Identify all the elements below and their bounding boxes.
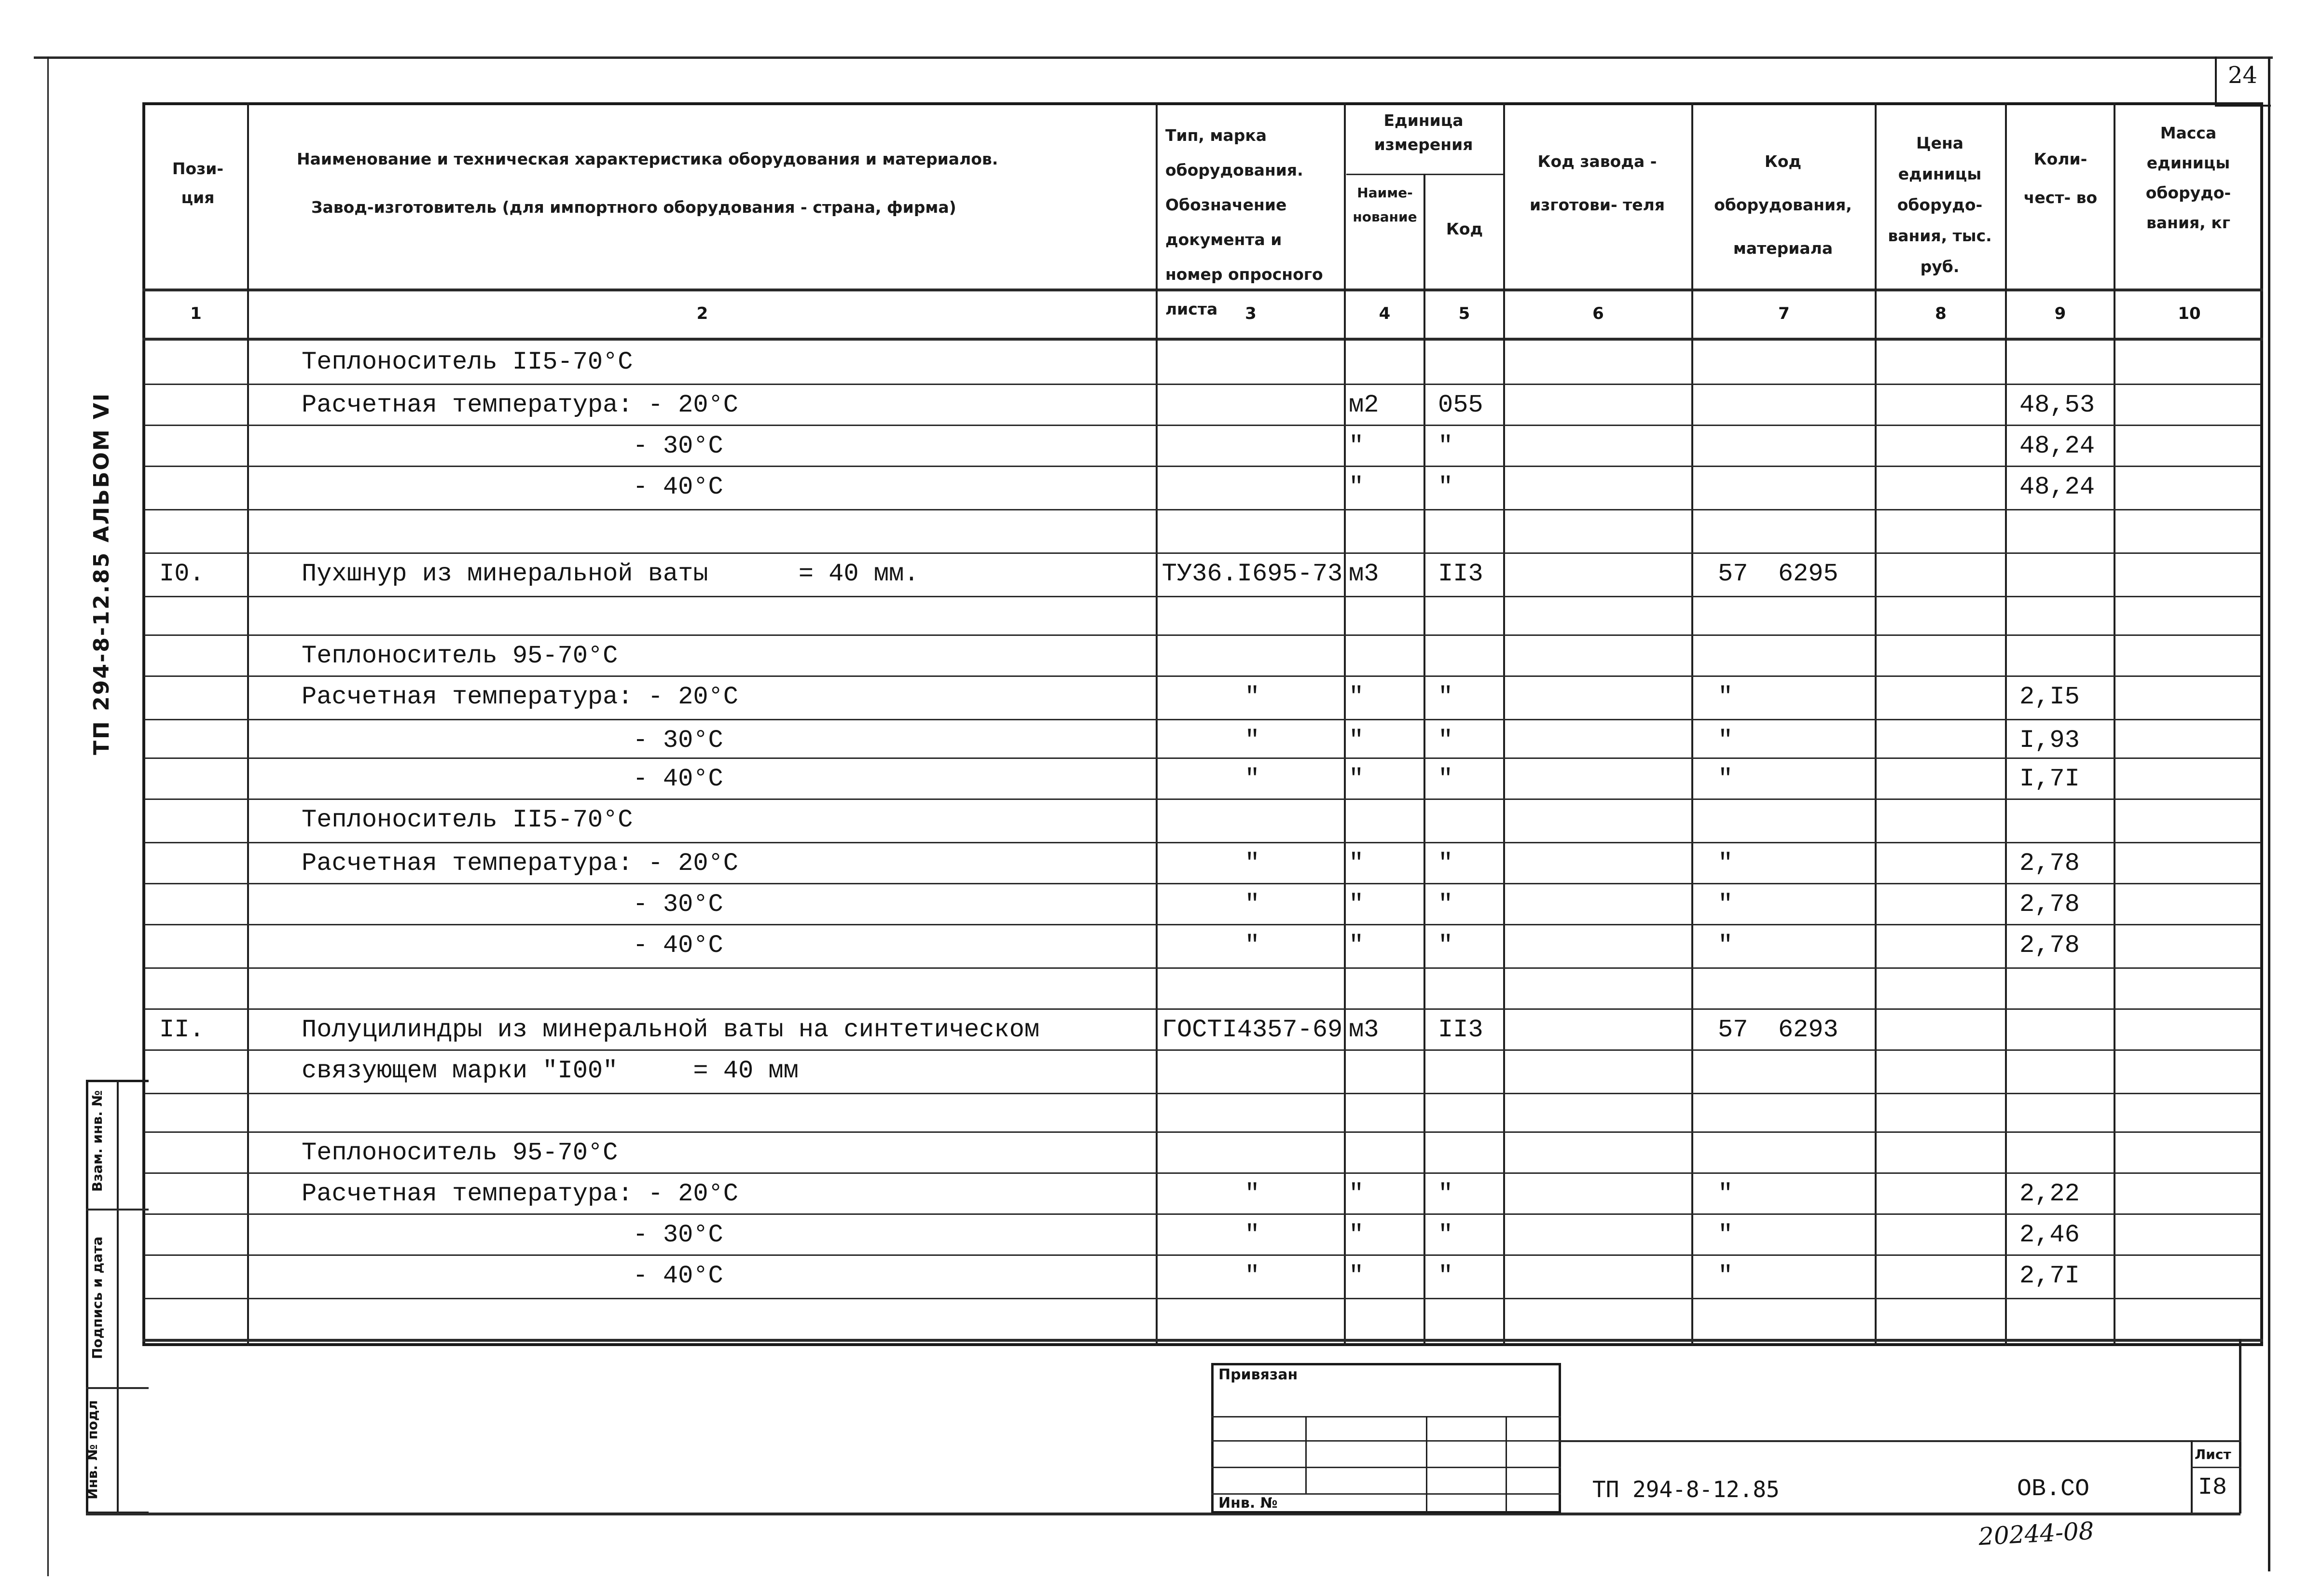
col-sep-8 xyxy=(2005,102,2007,1346)
cell-name: Расчетная температура: - 20°C xyxy=(302,849,738,878)
privyazan-line-1 xyxy=(1211,1416,1561,1417)
row-separator xyxy=(145,967,2261,969)
left-outer-line xyxy=(47,56,49,1576)
row-separator xyxy=(145,1298,2261,1299)
top-border-line xyxy=(34,56,2273,59)
cell-name: Расчетная температура: - 20°C xyxy=(302,683,738,711)
title-block-top-line xyxy=(1561,1440,2241,1442)
cell-unit: " xyxy=(1349,931,1364,960)
cell-unit: " xyxy=(1349,765,1364,793)
cell-mat: " xyxy=(1718,890,1733,919)
cell-name: Теплоноситель II5-70°C xyxy=(302,806,633,834)
cell-name: - 30°C xyxy=(302,1221,723,1249)
header-material-code: Код оборудования, материала xyxy=(1714,152,1852,258)
privyazan-box xyxy=(1211,1363,1561,1513)
cell-doc: " xyxy=(1244,765,1260,793)
sheet-box-left xyxy=(2191,1440,2193,1513)
cell-mat: " xyxy=(1718,849,1733,878)
cell-name: - 30°C xyxy=(302,726,723,755)
doc-mark: ОВ.СО xyxy=(2017,1475,2090,1503)
cell-code: " xyxy=(1438,432,1453,460)
cell-name: - 40°C xyxy=(302,1262,723,1290)
side-stamp-inner-line xyxy=(117,1080,119,1514)
cell-unit: " xyxy=(1349,473,1364,501)
stamp-podpis-label: Подпись и дата xyxy=(89,1236,105,1360)
col-sep-5 xyxy=(1503,102,1505,1346)
cell-unit: " xyxy=(1349,726,1364,755)
colnum-10: 10 xyxy=(2178,304,2201,323)
sheet-label: Лист xyxy=(2195,1446,2231,1462)
cell-unit: м2 xyxy=(1349,391,1379,419)
cell-code: 055 xyxy=(1438,391,1483,419)
col-sep-9 xyxy=(2114,102,2115,1346)
cell-code: " xyxy=(1438,1262,1453,1290)
right-outer-line xyxy=(2268,56,2270,1571)
colnum-9: 9 xyxy=(2054,304,2066,323)
row-separator xyxy=(145,596,2261,597)
cell-code: " xyxy=(1438,849,1453,878)
inv-no-label: Инв. № xyxy=(1218,1495,1278,1512)
privyazan-line-3 xyxy=(1211,1467,1561,1468)
cell-doc: " xyxy=(1244,890,1260,919)
body-bottom-line xyxy=(142,1339,2263,1342)
cell-mat: " xyxy=(1718,726,1733,755)
cell-unit: " xyxy=(1349,683,1364,711)
sheet-box-mid xyxy=(2191,1467,2241,1468)
cell-unit: " xyxy=(1349,1221,1364,1249)
cell-unit: " xyxy=(1349,1180,1364,1208)
cell-qty: 2,46 xyxy=(2019,1221,2080,1249)
cell-unit: " xyxy=(1349,432,1364,460)
cell-code: II3 xyxy=(1438,1016,1483,1044)
colnum-1: 1 xyxy=(190,304,202,323)
header-type-mark: Тип, марка оборудования. Обозначение документа и номер опросного листа xyxy=(1165,126,1323,318)
archive-number: 20244-08 xyxy=(1977,1516,2095,1551)
col-sep-3 xyxy=(1344,102,1346,1346)
cell-name: - 30°C xyxy=(302,432,723,460)
colnum-5: 5 xyxy=(1458,304,1470,323)
colnum-2: 2 xyxy=(696,304,708,323)
cell-name: Теплоноситель II5-70°C xyxy=(302,348,633,376)
colnum-4: 4 xyxy=(1379,304,1391,323)
cell-unit: " xyxy=(1349,849,1364,878)
cell-unit: м3 xyxy=(1349,560,1379,588)
row-separator xyxy=(145,1093,2261,1094)
cell-doc: " xyxy=(1244,683,1260,711)
cell-qty: 2,78 xyxy=(2019,849,2080,878)
privyazan-vline-1 xyxy=(1305,1416,1307,1493)
cell-code: " xyxy=(1438,1180,1453,1208)
privyazan-label: Привязан xyxy=(1218,1366,1298,1383)
cell-name: Теплоноситель 95-70°C xyxy=(302,1139,618,1167)
cell-name: - 30°C xyxy=(302,890,723,919)
privyazan-vline-3 xyxy=(1506,1416,1507,1513)
privyazan-line-2 xyxy=(1211,1440,1561,1442)
cell-qty: 48,24 xyxy=(2019,473,2095,501)
bottom-frame-line xyxy=(86,1513,2240,1515)
col-sep-4 xyxy=(1423,174,1425,1346)
cell-qty: 2,78 xyxy=(2019,890,2080,919)
privyazan-vline-2 xyxy=(1426,1416,1427,1513)
header-name-line2: Завод-изготовитель (для импортного оборудования - страна, фирма) xyxy=(311,198,956,217)
header-unit: Единица измерения xyxy=(1374,111,1473,154)
cell-name: Расчетная температура: - 20°C xyxy=(302,391,738,419)
cell-mat: 57 6293 xyxy=(1718,1016,1838,1044)
header-quantity: Коли- чест- во xyxy=(2023,150,2098,207)
cell-mat: " xyxy=(1718,931,1733,960)
cell-qty: I,93 xyxy=(2019,726,2080,755)
header-unit-name: Наиме- нование xyxy=(1353,185,1417,225)
cell-doc: " xyxy=(1244,1262,1260,1290)
sheet-number: I8 xyxy=(2198,1474,2227,1501)
cell-code: " xyxy=(1438,765,1453,793)
cell-qty: 2,22 xyxy=(2019,1180,2080,1208)
header-plant-code: Код завода - изготови- теля xyxy=(1529,152,1665,214)
colnum-3: 3 xyxy=(1245,304,1257,323)
cell-doc: " xyxy=(1244,1221,1260,1249)
col-sep-1 xyxy=(247,102,249,1346)
cell-name: - 40°C xyxy=(302,473,723,501)
row-separator xyxy=(145,509,2261,510)
cell-code: " xyxy=(1438,931,1453,960)
cell-name: Полуцилиндры из минеральной ваты на синтетическом xyxy=(302,1016,1040,1044)
cell-unit: м3 xyxy=(1349,1016,1379,1044)
header-price: Цена единицы оборудо- вания, тыс. руб. xyxy=(1888,134,1992,276)
cell-unit: " xyxy=(1349,1262,1364,1290)
cell-qty: 2,I5 xyxy=(2019,683,2080,711)
bottom-frame-right xyxy=(2239,1339,2241,1513)
colnum-6: 6 xyxy=(1592,304,1604,323)
cell-code: " xyxy=(1438,1221,1453,1249)
page-number: 24 xyxy=(2227,62,2258,89)
cell-mat: " xyxy=(1718,1221,1733,1249)
cell-qty: 48,53 xyxy=(2019,391,2095,419)
cell-mat: " xyxy=(1718,1262,1733,1290)
col-sep-6 xyxy=(1691,102,1693,1346)
header-position: Пози- ция xyxy=(172,159,224,207)
cell-qty: I,7I xyxy=(2019,765,2080,793)
cell-doc: " xyxy=(1244,931,1260,960)
cell-unit: " xyxy=(1349,890,1364,919)
cell-code: " xyxy=(1438,890,1453,919)
cell-mat: " xyxy=(1718,683,1733,711)
cell-doc: " xyxy=(1244,849,1260,878)
cell-mat: " xyxy=(1718,765,1733,793)
cell-pos: I0. xyxy=(159,560,205,588)
header-unit-code: Код xyxy=(1446,220,1483,238)
cell-mat: 57 6295 xyxy=(1718,560,1838,588)
cell-name: Расчетная температура: - 20°C xyxy=(302,1180,738,1208)
album-side-label: ТП 294-8-12.85 АЛЬБОМ VI xyxy=(89,392,114,755)
cell-name: Теплоноситель 95-70°C xyxy=(302,642,618,670)
header-mass: Масса единицы оборудо- вания, кг xyxy=(2145,124,2231,232)
cell-doc: " xyxy=(1244,1180,1260,1208)
colnum-7: 7 xyxy=(1778,304,1790,323)
cell-doc: " xyxy=(1244,726,1260,755)
col-sep-2 xyxy=(1156,102,1158,1346)
cell-code: II3 xyxy=(1438,560,1483,588)
cell-qty: 2,78 xyxy=(2019,931,2080,960)
cell-code: " xyxy=(1438,726,1453,755)
cell-doc: ГОСТI4357-69 xyxy=(1161,1016,1343,1044)
cell-code: " xyxy=(1438,683,1453,711)
cell-qty: 48,24 xyxy=(2019,432,2095,460)
cell-code: " xyxy=(1438,473,1453,501)
stamp-inv-label: Инв. № подл xyxy=(84,1400,100,1500)
cell-pos: II. xyxy=(159,1016,205,1044)
doc-code: ТП 294-8-12.85 xyxy=(1592,1476,1780,1502)
cell-name: - 40°C xyxy=(302,765,723,793)
col-sep-7 xyxy=(1875,102,1877,1346)
cell-mat: " xyxy=(1718,1180,1733,1208)
cell-name: - 40°C xyxy=(302,931,723,960)
cell-qty: 2,7I xyxy=(2019,1262,2080,1290)
header-name-line1: Наименование и техническая характеристика оборудования и материалов. xyxy=(297,150,998,168)
cell-name: Пухшнур из минеральной ваты = 40 мм. xyxy=(302,560,919,588)
stamp-vzam-label: Взам. инв. № xyxy=(89,1090,105,1192)
colnum-8: 8 xyxy=(1935,304,1947,323)
cell-name: связующем марки "I00" = 40 мм xyxy=(302,1057,799,1085)
cell-doc: ТУ36.I695-73 xyxy=(1161,560,1343,588)
